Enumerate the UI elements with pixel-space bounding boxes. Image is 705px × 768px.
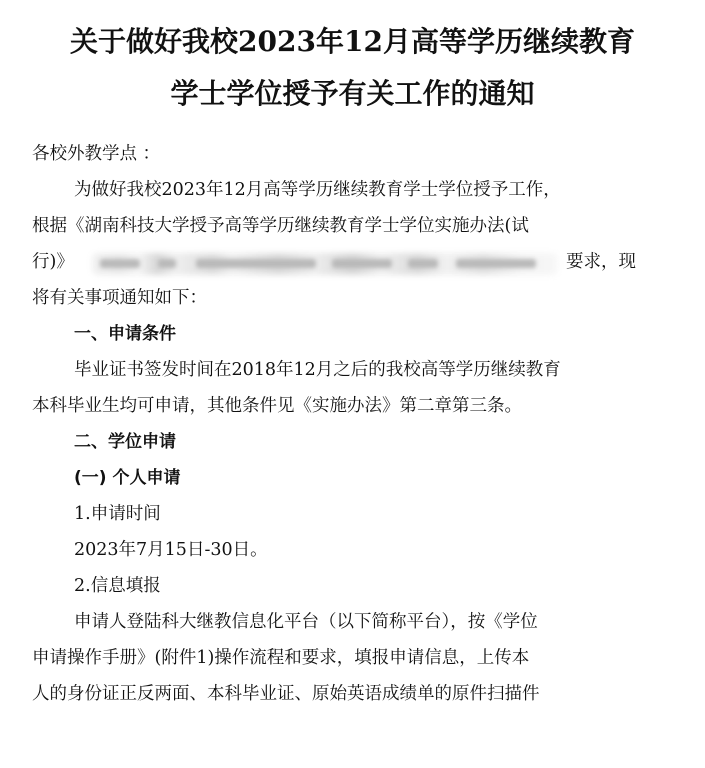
- paragraph-1-line-4: 将有关事项通知如下：: [32, 288, 207, 308]
- redacted-chunk: [196, 259, 316, 268]
- document-title-line-2: 学士学位授予有关工作的通知: [170, 77, 535, 110]
- section-1-heading: 一、申请条件: [74, 324, 176, 344]
- item-1-value: 2023年7月15日-30日。: [74, 540, 268, 560]
- redacted-chunk: [158, 259, 176, 268]
- paragraph-1-line-1: 为做好我校2023年12月高等学历继续教育学士学位授予工作，: [74, 180, 561, 200]
- item-2-line-2: 申请操作手册》(附件1)操作流程和要求，填报申请信息，上传本: [32, 648, 530, 668]
- paragraph-1-line-2: 根据《湖南科技大学授予高等学历继续教育学士学位实施办法(试: [32, 216, 529, 236]
- redacted-chunk: [456, 259, 536, 268]
- section-1-line-1: 毕业证书签发时间在2018年12月之后的我校高等学历继续教育: [74, 360, 561, 380]
- redacted-chunk: [408, 259, 438, 268]
- item-2-label: 2.信息填报: [74, 576, 161, 596]
- redacted-chunk: [332, 259, 392, 268]
- document-title-line-1: 关于做好我校2023年12月高等学历继续教育: [70, 25, 635, 58]
- item-2-line-1: 申请人登陆科大继教信息化平台（以下简称平台），按《学位: [74, 612, 538, 632]
- section-2-heading: 二、学位申请: [74, 432, 176, 452]
- item-2-line-3: 人的身份证正反两面、本科毕业证、原始英语成绩单的原件扫描件: [32, 684, 540, 704]
- subsection-1-heading: (一) 个人申请: [74, 468, 181, 488]
- paragraph-1-line-3-end: 要求，现: [566, 252, 636, 272]
- paragraph-1-line-3-start: 行)》: [32, 252, 74, 272]
- redacted-chunk: [100, 259, 140, 268]
- item-1-label: 1.申请时间: [74, 504, 161, 524]
- section-1-line-2: 本科毕业生均可申请，其他条件见《实施办法》第二章第三条。: [32, 396, 522, 416]
- salutation: 各校外教学点 ：: [32, 144, 161, 164]
